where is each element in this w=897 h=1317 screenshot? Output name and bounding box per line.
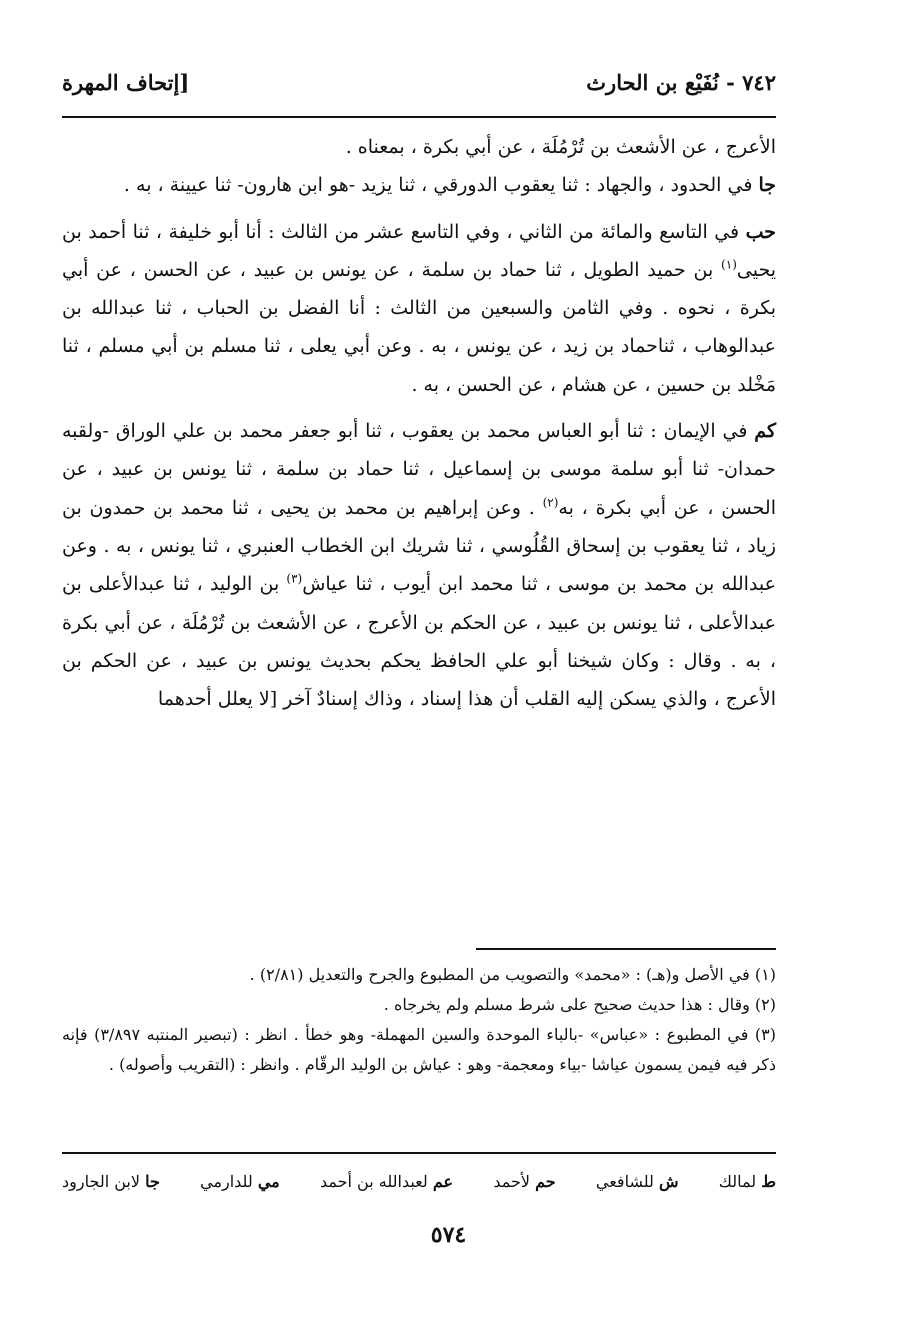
running-header <box>62 62 776 102</box>
book-title: [إتحاف المهرة <box>62 69 190 95</box>
paragraph-ja <box>62 166 776 204</box>
key-item <box>493 1172 555 1191</box>
paragraph-continuation <box>62 128 776 166</box>
key-rule <box>62 1152 776 1154</box>
main-text <box>62 128 776 718</box>
key-source: لأحمد <box>493 1171 530 1191</box>
footnote-rule <box>476 948 776 950</box>
entry-title: ٧٤٢ - نُفَيْع بن الحارث <box>586 69 776 95</box>
key-source: لابن الجارود <box>62 1171 140 1191</box>
paragraph-text: الأعرج ، عن الأشعث بن تُرْمُلَة ، عن أبي بكرة ، بمعناه . <box>345 136 776 158</box>
paragraph-text: في التاسع والمائة من الثاني ، وفي التاسع عشر من الثالث : أنا أبو خليفة ، ثنا أحمد بن يحيى <box>62 220 776 281</box>
paragraph-text: في الإيمان : ثنا أبو العباس محمد بن يعقوب ، ثنا أبو جعفر محمد بن علي الوراق -ولقبه حمدان- ثنا أبو سلمة موسى بن إسماعيل ، ثنا حماد بن سلمة ، ثنا يونس بن عبيد ، عن الحسن ، عن أبي بكرة ، به <box>62 420 776 519</box>
key-siglum: عم <box>432 1171 454 1191</box>
key-item <box>200 1172 280 1191</box>
footnote-ref: (٢) <box>542 495 559 510</box>
footnote-2: (٢) وقال : هذا حديث صحيح على شرط مسلم ولم يخرجاه . <box>383 995 776 1014</box>
paragraph-km <box>62 412 776 718</box>
source-siglum: كم <box>754 420 776 443</box>
footnote-ref: (١) <box>721 257 737 272</box>
paragraph-text: بن حميد الطويل ، ثنا حماد بن سلمة ، عن يونس بن عبيد ، عن الحسن ، عن أبي بكرة ، نحوه . وفي الثامن والسبعين من الثالث : أنا الفضل بن الحباب ، ثنا عبدالله بن عبدالوهاب ، ثناحماد بن زيد ، عن يونس ، به . وعن أبي يعلى ، ثنا مسلم بن أبي مسلم ، ثنا مَخْلد بن حسين ، عن هشام ، عن الحسن ، به . <box>62 258 776 396</box>
key-item <box>62 1172 160 1191</box>
paragraph-text: بن الوليد ، ثنا عبدالأعلى بن عبدالأعلى ، ثنا يونس بن عبيد ، عن الحكم بن الأعرج ، عن الأشعث بن تُرْمُلَة ، عن أبي بكرة ، به . وقال : وكان شيخنا أبو علي الحافظ يحكم بحديث يونس بن عبيد ، عن الحكم بن الأعرج ، والذي يسكن إليه القلب أن هذا إسناد ، وذاك إسنادٌ آخر [لا يعلل أحدهما <box>62 573 776 711</box>
abbreviation-key <box>62 1164 776 1198</box>
key-siglum: ش <box>658 1171 679 1191</box>
paragraph-hb <box>62 213 776 404</box>
source-siglum: جا <box>758 174 776 197</box>
header-rule <box>62 116 776 118</box>
key-source: لعبدالله بن أحمد <box>319 1171 428 1191</box>
key-item <box>596 1172 679 1191</box>
key-siglum: ط <box>761 1171 776 1191</box>
footnotes <box>62 960 776 1080</box>
source-siglum: حب <box>745 220 776 243</box>
key-source: للدارمي <box>200 1171 253 1191</box>
page-number: ٥٧٤ <box>430 1222 467 1248</box>
paragraph-text: في الحدود ، والجهاد : ثنا يعقوب الدورقي ، ثنا يزيد -هو ابن هارون- ثنا عيينة ، به . <box>123 174 759 197</box>
footnote-1: (١) في الأصل و(هـ) : «محمد» والتصويب من المطبوع والجرح والتعديل (٢/٨١) . <box>249 965 776 984</box>
footnote-ref: (٣) <box>286 571 303 586</box>
key-siglum: حم <box>535 1171 556 1191</box>
key-item <box>719 1172 776 1191</box>
paragraph-text: . وعن إبراهيم بن محمد بن يحيى ، ثنا محمد بن حمدون بن زياد ، ثنا يعقوب بن إسحاق القُلُوسي ، ثنا شريك ابن الخطاب العنبري ، ثنا يونس ، به . وعن عبدالله بن محمد بن موسى ، ثنا محمد ابن أيوب ، ثنا عياش <box>62 496 777 596</box>
key-siglum: جا <box>145 1171 160 1191</box>
key-source: للشافعي <box>595 1171 654 1191</box>
key-source: لمالك <box>718 1171 757 1191</box>
footnote-3: (٣) في المطبوع : «عباس» -بالباء الموحدة والسين المهملة- وهو خطأ . انظر : (تبصير المنتبه ٣/٨٩٧) فإنه ذكر فيه فيمن يسمون عياشا -بياء ومعجمة- وهو : عياش بن الوليد الرقّام . وانظر : (التقريب وأصوله) . <box>62 1025 777 1074</box>
key-siglum: مي <box>257 1171 280 1191</box>
key-item <box>320 1172 453 1191</box>
